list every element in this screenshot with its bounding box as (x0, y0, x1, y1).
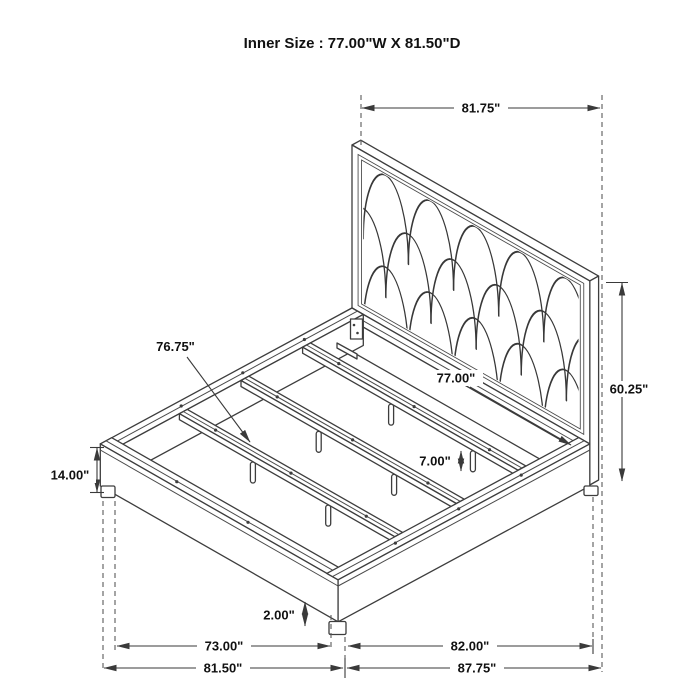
dim-headboard-height (604, 283, 654, 482)
slat-leg (389, 404, 394, 425)
dim-frame-depth (348, 638, 593, 654)
left-corner-leg (101, 486, 115, 498)
dim-overall-depth (347, 660, 601, 676)
bed-frame-front (100, 438, 598, 635)
headboard-right-edge (590, 276, 599, 485)
dim-slat-length-label: 76.75" (156, 339, 195, 354)
headboard-right-leg (584, 486, 598, 496)
dim-side-rail-height-label: 14.00" (50, 467, 90, 483)
dim-side-rail-height (44, 448, 104, 493)
dim-headboard-height-label: 60.25" (609, 381, 649, 397)
dim-overall-depth-label: 87.75" (457, 660, 497, 676)
dim-headboard-width-label: 81.75" (461, 100, 501, 116)
dim-slat-leg-height (413, 451, 461, 471)
dim-inner-depth-label: 81.50" (203, 660, 243, 676)
slat-leg (326, 505, 331, 526)
slat-edge (241, 381, 456, 510)
slat-leg (392, 474, 397, 495)
dim-inner-depth (104, 658, 345, 678)
slat-leg (250, 462, 255, 483)
headboard-bracket (351, 319, 363, 339)
slat-leg (470, 451, 475, 472)
dim-rail-inner-depth-label: 73.00" (204, 638, 244, 654)
dim-slat-leg-height-label: 7.00" (419, 453, 451, 469)
dim-foot-leg-height-label: 2.00" (263, 607, 295, 623)
diagram-title: Inner Size : 77.00"W X 81.50"D (243, 35, 461, 52)
dim-foot-leg-height (257, 602, 305, 626)
dim-headboard-width (362, 100, 600, 116)
dim-inner-width-label: 77.00" (436, 370, 476, 386)
dim-frame-depth-label: 82.00" (450, 638, 490, 654)
dim-rail-inner-depth (117, 638, 330, 654)
slat-leg (316, 431, 321, 452)
